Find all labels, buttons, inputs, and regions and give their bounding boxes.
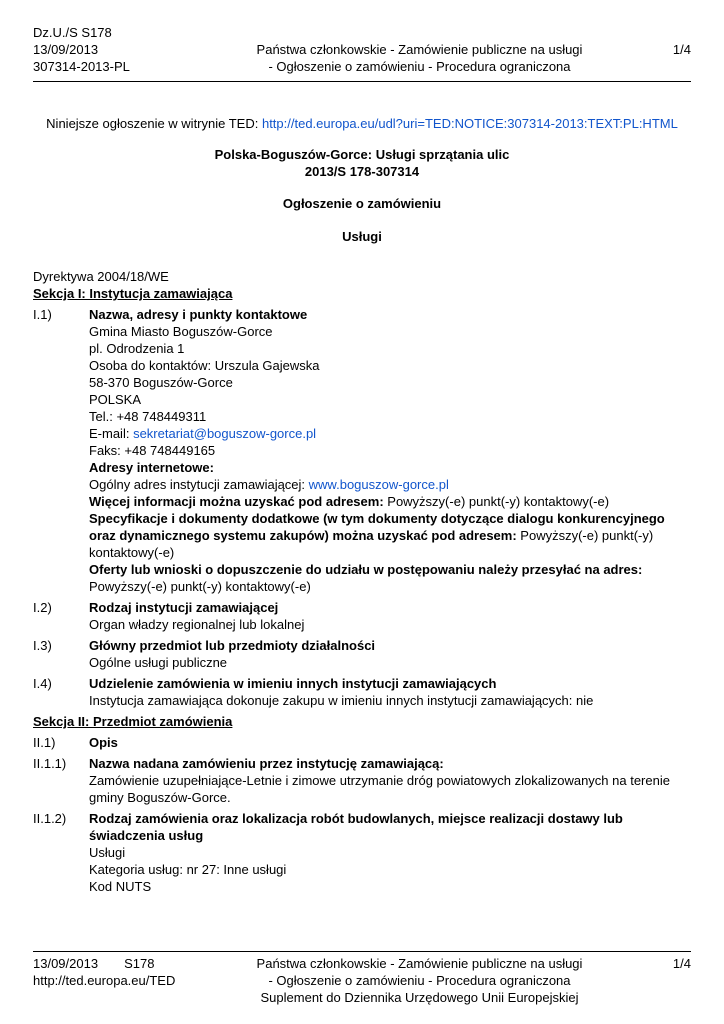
document-content <box>33 82 691 951</box>
contact-person: Osoba do kontaktów: Urszula Gajewska <box>89 358 320 373</box>
footer-right-empty2 <box>636 989 691 1006</box>
page-indicator: 1/4 <box>672 42 691 57</box>
item-text: Kod NUTS <box>89 879 152 894</box>
email-label: E-mail: <box>89 426 134 441</box>
fax-line: Faks: +48 748449165 <box>89 443 216 458</box>
item-body <box>89 734 691 751</box>
ted-notice-link[interactable]: http://ted.europa.eu/udl?uri=TED:NOTICE:307314-2013:TEXT:PL:HTML <box>261 116 678 131</box>
document-header <box>33 24 691 75</box>
specs-value: Powyższy(-e) punkt(-y) kontaktowy(-e) <box>89 528 654 560</box>
item-title: Nazwa, adresy i punkty kontaktowe <box>89 307 308 322</box>
item-text: Usługi <box>89 845 126 860</box>
more-info-value: Powyższy(-e) punkt(-y) kontaktowy(-e) <box>383 494 610 509</box>
item-body <box>89 675 691 709</box>
header-notice-id: 307314-2013-PL <box>33 59 130 74</box>
footer-series: S178 <box>124 956 155 971</box>
internet-addresses-heading: Adresy internetowe: <box>89 460 214 475</box>
item-title: Rodzaj zamówienia oraz lokalizacja robót budowlanych, miejsce realizacji dostawy lub świadczenia usług <box>89 811 623 843</box>
item-number: I.3) <box>33 638 52 653</box>
offers-line <box>89 561 691 595</box>
item-i4 <box>33 675 691 709</box>
document-title: Polska-Boguszów-Gorce: Usługi sprzątania ulic <box>214 147 510 162</box>
notice-category: Usługi <box>342 229 382 244</box>
item-number: I.1) <box>33 307 52 322</box>
footer-date: 13/09/2013 <box>33 956 99 971</box>
item-text: Kategoria usług: nr 27: Inne usługi <box>89 862 287 877</box>
item-i3 <box>33 637 691 671</box>
item-ii11 <box>33 755 691 806</box>
phone-line: Tel.: +48 748449311 <box>89 409 207 424</box>
general-address-label: Ogólny adres instytucji zamawiającej: <box>89 477 309 492</box>
org-country: POLSKA <box>89 392 142 407</box>
website-link[interactable]: www.boguszow-gorce.pl <box>308 477 449 492</box>
header-right-empty <box>636 58 691 75</box>
item-title: Nazwa nadana zamówieniu przez instytucję zamawiającą: <box>89 756 444 771</box>
item-number: II.1.2) <box>33 811 67 826</box>
item-body <box>89 755 691 806</box>
specs-line <box>89 510 691 561</box>
header-center-spacer <box>203 24 636 41</box>
footer-page-indicator: 1/4 <box>672 956 691 971</box>
org-address: pl. Odrodzenia 1 <box>89 341 185 356</box>
footer-right-empty <box>636 972 691 989</box>
offers-label: Oferty lub wnioski o dopuszczenie do udziału w postępowaniu należy przesyłać na adres: <box>89 562 643 577</box>
item-number: II.1.1) <box>33 756 67 771</box>
offers-value: Powyższy(-e) punkt(-y) kontaktowy(-e) <box>89 579 311 594</box>
item-i1 <box>33 306 691 595</box>
header-center-line1: Państwa członkowskie - Zamówienie publiczne na usługi <box>256 42 583 57</box>
item-body <box>89 306 691 595</box>
ted-notice-label: Niniejsze ogłoszenie w witrynie TED: <box>46 116 262 131</box>
header-right-spacer <box>636 24 691 41</box>
item-i2 <box>33 599 691 633</box>
org-city: 58-370 Boguszów-Gorce <box>89 375 233 390</box>
email-line <box>89 425 691 442</box>
item-ii12 <box>33 810 691 895</box>
item-body <box>89 637 691 671</box>
directive-line: Dyrektywa 2004/18/WE <box>33 269 169 284</box>
more-info-line <box>89 493 691 510</box>
item-text: Instytucja zamawiająca dokonuje zakupu w imieniu innych instytucji zamawiających: nie <box>89 693 594 708</box>
item-title: Opis <box>89 735 118 750</box>
item-text: Organ władzy regionalnej lub lokalnej <box>89 617 305 632</box>
item-text: Ogólne usługi publiczne <box>89 655 228 670</box>
specs-label: Specyfikacje i dokumenty dodatkowe (w tym dokumenty dotyczące dialogu konkurencyjnego oraz dynamicznego systemu zakupów) można uzyskać pod adresem: <box>89 511 665 543</box>
footer-center-line3: Suplement do Dziennika Urzędowego Unii Europejskiej <box>260 990 579 1005</box>
item-text: Zamówienie uzupełniające-Letnie i zimowe utrzymanie dróg powiatowych zlokalizowanych na terenie gminy Boguszów-Gorce. <box>89 773 670 805</box>
footer-center-line1: Państwa członkowskie - Zamówienie publiczne na usługi <box>256 956 583 971</box>
item-title: Główny przedmiot lub przedmioty działalności <box>89 638 376 653</box>
section1-heading: Sekcja I: Instytucja zamawiająca <box>33 286 233 301</box>
general-address-line <box>89 476 691 493</box>
document-title-block <box>33 146 691 180</box>
ted-notice-line <box>33 115 691 132</box>
notice-type: Ogłoszenie o zamówieniu <box>282 196 442 211</box>
more-info-label: Więcej informacji można uzyskać pod adresem: <box>89 494 384 509</box>
document-footer <box>33 955 691 1006</box>
item-number: I.4) <box>33 676 52 691</box>
item-number: II.1) <box>33 735 56 750</box>
org-name: Gmina Miasto Boguszów-Gorce <box>89 324 273 339</box>
item-body <box>89 810 691 895</box>
footer-divider <box>33 951 691 952</box>
footer-url: http://ted.europa.eu/TED <box>33 973 176 988</box>
item-ii1 <box>33 734 691 751</box>
footer-date-line <box>33 955 203 972</box>
footer-left-empty <box>33 989 203 1006</box>
header-center-line2: - Ogłoszenie o zamówieniu - Procedura ograniczona <box>268 59 571 74</box>
section2-heading: Sekcja II: Przedmiot zamówienia <box>33 714 233 729</box>
footer-center-line2: - Ogłoszenie o zamówieniu - Procedura ograniczona <box>268 973 571 988</box>
email-link[interactable]: sekretariat@boguszow-gorce.pl <box>133 426 317 441</box>
item-body <box>89 599 691 633</box>
header-journal-ref: Dz.U./S S178 <box>33 25 112 40</box>
header-date: 13/09/2013 <box>33 42 99 57</box>
item-title: Udzielenie zamówienia w imieniu innych instytucji zamawiających <box>89 676 497 691</box>
document-reference: 2013/S 178-307314 <box>304 164 420 179</box>
item-number: I.2) <box>33 600 52 615</box>
item-title: Rodzaj instytucji zamawiającej <box>89 600 279 615</box>
